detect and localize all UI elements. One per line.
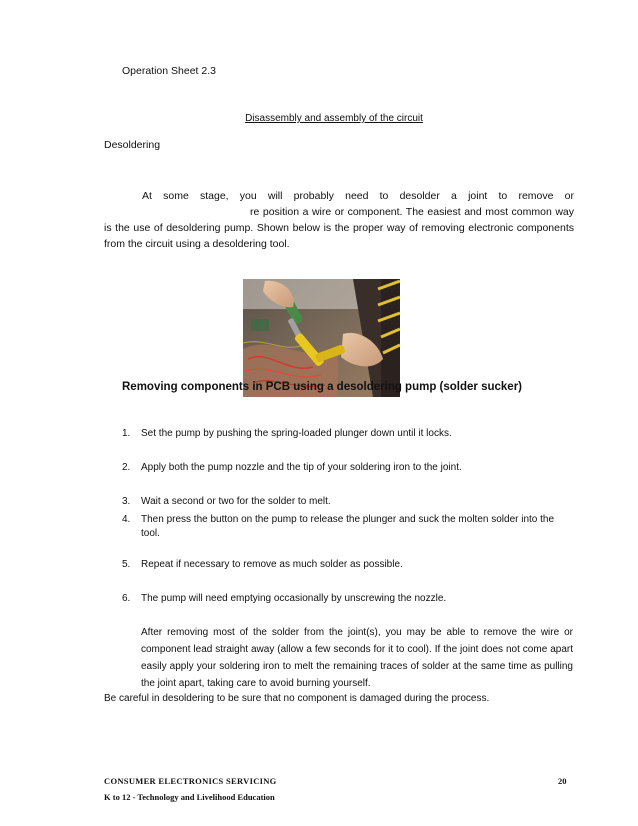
figure-caption: Removing components in PCB using a desoldering pump (solder sucker)	[122, 381, 523, 393]
intro-part2: re position a wire or component. The easiest and most common way is the use of desoldering pump. Shown below is the proper way of removing electronic components from the circuit using a desoldering tool.	[104, 206, 574, 250]
step-number: 5.	[122, 559, 131, 570]
page-number: 20	[558, 776, 567, 786]
step-number: 3.	[122, 496, 131, 507]
step-number: 4.	[122, 514, 131, 525]
after-note: After removing most of the solder from the joint(s), you may be able to remove the wire or component lead straight away (allow a few seconds for it to cool). If the joint does not come apart easily apply your soldering iron to melt the remaining traces of solder at the same time as pulling the joint apart, taking care to avoid burning yourself.	[141, 627, 573, 689]
page-title: Disassembly and assembly of the circuit	[245, 113, 423, 124]
caution-note: Be careful in desoldering to be sure that no component is damaged during the process.	[104, 693, 490, 704]
step-text: Repeat if necessary to remove as much solder as possible.	[141, 559, 403, 570]
step-number: 6.	[122, 593, 131, 604]
step-number: 1.	[122, 428, 131, 439]
step-text: Apply both the pump nozzle and the tip of your soldering iron to the joint.	[141, 462, 462, 473]
footer-subtitle: K to 12 - Technology and Livelihood Education	[104, 792, 275, 802]
step-text: Set the pump by pushing the spring-loaded plunger down until it locks.	[141, 428, 452, 439]
intro-paragraph	[104, 188, 574, 252]
operation-sheet-label: Operation Sheet 2.3	[122, 65, 216, 77]
footer-title: CONSUMER ELECTRONICS SERVICING	[104, 776, 277, 786]
step-text: The pump will need emptying occasionally by unscrewing the nozzle.	[141, 593, 447, 604]
step-number: 2.	[122, 462, 131, 473]
section-heading: Desoldering	[104, 139, 161, 151]
step-text: Wait a second or two for the solder to melt.	[141, 496, 331, 507]
intro-part1: At some stage, you will probably need to desolder a joint to remove or	[142, 190, 574, 202]
step-text: Then press the button on the pump to release the plunger and suck the molten solder into the tool.	[141, 514, 555, 539]
